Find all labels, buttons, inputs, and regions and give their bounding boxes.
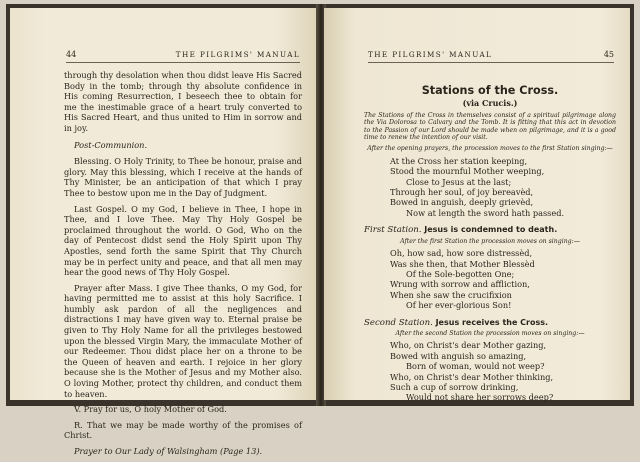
verse-line: Bowed in anguish, deeply grievèd, xyxy=(390,197,534,208)
paragraph-blessing: Blessing. O Holy Trinity, to Thee be honour, praise and glory. May this blessing, which I receive at the hands of Thy Minister, be an anticipation of that which I pray Thee to bestow upon me in the Day of Judgment. xyxy=(64,156,302,198)
second-station-label: Second Station. xyxy=(364,317,433,328)
stations-subtitle: (via Crucis.) xyxy=(462,98,518,109)
right-page-text xyxy=(364,70,616,403)
verse-line: Stood the mournful Mother weeping, xyxy=(390,166,545,177)
verse-line: At the Cross her station keeping, xyxy=(390,155,528,166)
verse-line: Through her soul, of joy bereavèd, xyxy=(390,187,534,198)
left-page xyxy=(10,8,318,456)
verse-line: When she saw the crucifixion xyxy=(390,289,512,300)
left-page-number: 44 xyxy=(66,50,77,59)
second-station xyxy=(364,318,616,328)
paragraph-last-gospel: Last Gospel. O my God, I believe in Thee, I hope in Thee, and I love Thee. May Thy Holy Gospel be proclaimed throughout the world. O God, Who on the day of Pentecost didst send the Holy Spirit upon Thy Apostles, send forth the same Spirit that Thy Church may be in perfect unity and peace, and that all men may hear the good news of Thy Holy Gospel. xyxy=(64,203,302,278)
stations-title: Stations of the Cross. xyxy=(421,84,559,97)
right-page xyxy=(324,8,630,403)
verse-line: Was she then, that Mother Blessèd xyxy=(390,258,535,269)
left-running-head: THE PILGRIMS' MANUAL xyxy=(175,50,300,59)
closing-reference: Prayer to Our Lady of Walsingham (Page 13). xyxy=(74,446,263,456)
versicle: V. Pray for us, O holy Mother of God. xyxy=(74,404,227,415)
left-page-text xyxy=(64,70,302,462)
right-running-header xyxy=(368,50,614,59)
right-running-head: THE PILGRIMS' MANUAL xyxy=(368,50,493,59)
verse-line: Wrung with sorrow and affliction, xyxy=(390,279,530,290)
response: R. That we may be made worthy of the promises of Christ. xyxy=(64,419,302,441)
right-header-rule xyxy=(368,62,614,63)
verse-line: Would not share her sorrows deep? xyxy=(406,392,554,403)
verse-line: Who, on Christ's dear Mother gazing, xyxy=(390,340,547,351)
left-header-rule xyxy=(66,62,300,63)
first-station xyxy=(364,225,616,235)
paragraph-prayer-after-mass: Prayer after Mass. I give Thee thanks, O my God, for having permitted me to assist at this holy Sacrifice. I humbly ask pardon of all the negligences and distractions I may have given way to. Eternal praise be given to Thy Holy Name for all the privileges bestowed upon the blessed Virgin Mary, the immaculate Mother of our Redeemer. Thou didst place her on a throne to be the Queen of heaven and earth. I rejoice in her glory because she is the Mother of Jesus and my Mother also. O loving Mother, protect thy children, and conduct them to heaven. xyxy=(64,282,302,399)
first-station-title: Jesus is condemned to death. xyxy=(424,225,558,235)
second-station-title: Jesus receives the Cross. xyxy=(435,317,549,327)
right-page-number: 45 xyxy=(603,50,614,59)
verse-line: Who, on Christ's dear Mother thinking, xyxy=(390,371,554,382)
verse-1 xyxy=(364,156,616,218)
left-running-header xyxy=(66,50,300,59)
second-station-direction: After the second Station the procession moves on singing:— xyxy=(395,329,585,337)
first-station-label: First Station. xyxy=(364,225,422,236)
open-book xyxy=(6,4,634,456)
verse-line: Close to Jesus at the last; xyxy=(406,176,512,187)
verse-line: Bowed with anguish so amazing, xyxy=(390,350,527,361)
verse-3 xyxy=(364,340,616,402)
verse-line: Such a cup of sorrow drinking, xyxy=(390,381,519,392)
verse-line: Oh, how sad, how sore distressèd, xyxy=(390,248,533,259)
stations-intro: The Stations of the Cross in themselves consist of a spiritual pilgrimage along the Via Dolorosa to Calvary and the Tomb. It is fitting that this act in devotion to the Passion of our Lord should be made when on pilgrimage, and it is a good time to renew the intention of our visit. xyxy=(364,111,616,142)
paragraph-desolation: through thy desolation when thou didst leave His Sacred Body in the tomb; through thy absolute confidence in His coming Resurrection, I beseech thee to obtain for me the inestimable grace of a heart truly converted to His Sacred Heart, and thus united to Him in sorrow and in joy. xyxy=(64,70,302,133)
verse-line: Of the Sole-begotten One; xyxy=(406,268,515,279)
verse-2 xyxy=(364,248,616,310)
opening-direction: After the opening prayers, the procession moves to the first Station singing:— xyxy=(367,145,613,153)
verse-line: Of her ever-glorious Son! xyxy=(406,300,512,311)
verse-line: Now at length the sword hath passed. xyxy=(406,207,565,218)
post-communion-heading: Post-Communion. xyxy=(74,139,148,150)
first-station-direction: After the first Station the procession moves on singing:— xyxy=(400,237,580,245)
verse-line: Born of woman, would not weep? xyxy=(406,361,545,372)
